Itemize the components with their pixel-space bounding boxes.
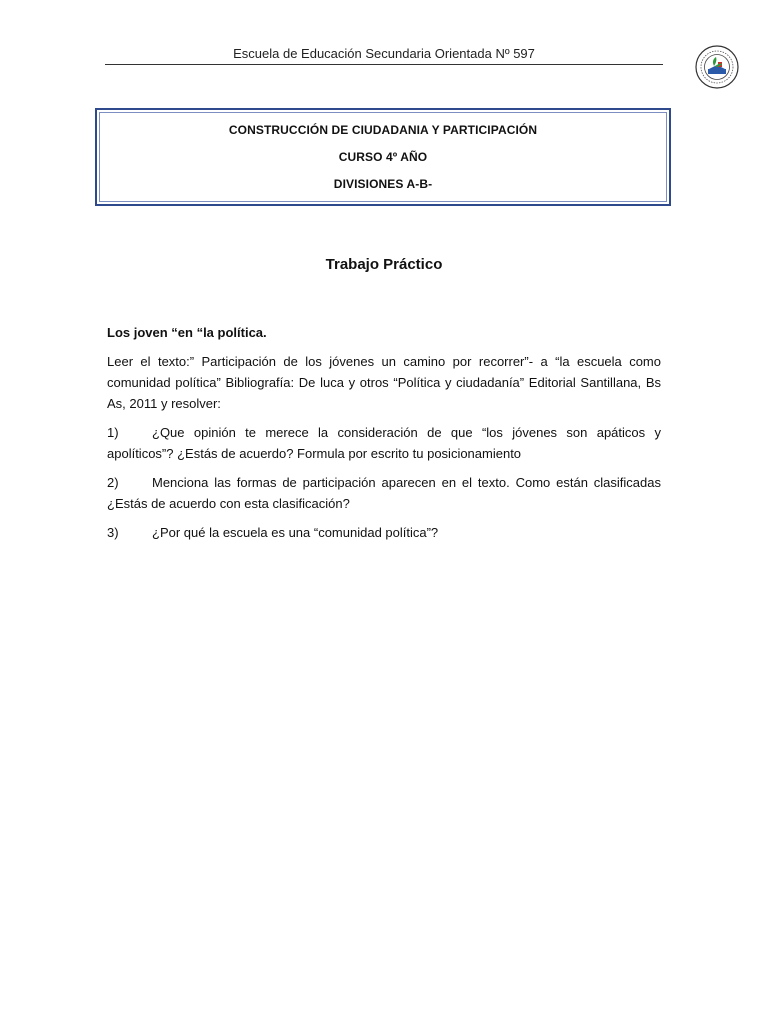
subject-title: CONSTRUCCIÓN DE CIUDADANIA Y PARTICIPACIÓN xyxy=(228,123,538,138)
question-number: 1) xyxy=(107,425,119,440)
question-item xyxy=(107,522,661,543)
document-body xyxy=(107,322,661,551)
question-text: ¿Que opinión te merece la consideración de que “los jóvenes son apáticos y apolíticos”? ¿Estás de acuerdo? Formula por escrito tu posicionamiento xyxy=(107,425,661,461)
question-item xyxy=(107,472,661,514)
school-header: Escuela de Educación Secundaria Orientada Nº 597 xyxy=(233,46,535,61)
section-subtitle: Los joven “en “la política. xyxy=(107,325,267,340)
header-divider xyxy=(105,64,663,65)
question-text: Menciona las formas de participación aparecen en el texto. Como están clasificadas ¿Estás de acuerdo con esta clasificación? xyxy=(107,475,661,511)
question-text: ¿Por qué la escuela es una “comunidad política”? xyxy=(152,525,439,540)
divisions-label: DIVISIONES A-B- xyxy=(333,176,433,191)
question-item xyxy=(107,422,661,464)
school-logo-icon xyxy=(695,45,739,89)
question-number: 2) xyxy=(107,475,119,490)
course-label: CURSO 4º AÑO xyxy=(338,149,428,164)
intro-paragraph: Leer el texto:” Participación de los jóvenes un camino por recorrer”- a “la escuela como comunidad política” Bibliografía: De luca y otros “Política y ciudadanía” Editorial Santillana, Bs As, 2011 y resolver: xyxy=(107,354,661,411)
question-number: 3) xyxy=(107,525,119,540)
document-title: Trabajo Práctico xyxy=(325,256,443,273)
course-title-box xyxy=(95,108,671,206)
